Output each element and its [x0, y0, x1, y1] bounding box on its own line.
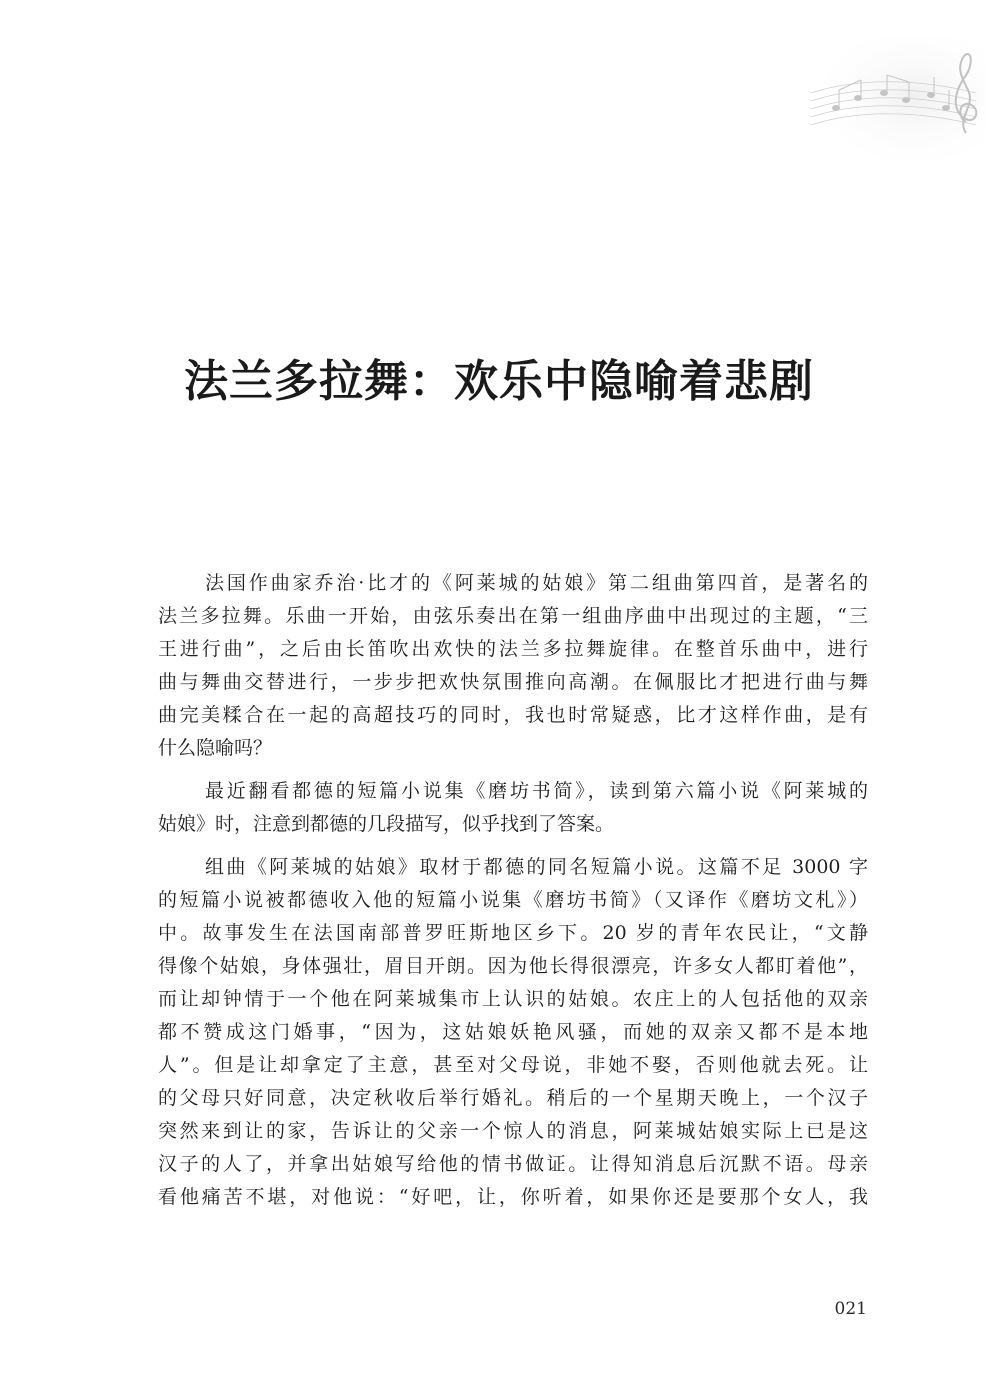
text-line: 汉子的人了，并拿出姑娘写给他的情书做证。让得知消息后沉默不语。母亲 — [158, 1153, 868, 1175]
paragraph — [158, 775, 868, 841]
paragraph — [158, 851, 868, 1214]
text-line: 什么隐喻吗？ — [158, 737, 273, 759]
text-line: 得像个姑娘，身体强壮，眉目开朗。因为他长得很漂亮，许多女人都盯着他”， — [158, 955, 868, 977]
chapter-title: 法兰多拉舞：欢乐中隐喻着悲剧 — [184, 356, 814, 407]
text-line: 人”。但是让却拿定了主意，甚至对父母说，非她不娶，否则他就去死。让 — [158, 1054, 868, 1076]
text-line: 组曲《阿莱城的姑娘》取材于都德的同名短篇小说。这篇不足 3000 字 — [205, 856, 868, 878]
text-line: 法国作曲家乔治·比才的《阿莱城的姑娘》第二组曲第四首，是著名的 — [205, 572, 868, 594]
text-line: 曲与舞曲交替进行，一步步把欢快氛围推向高潮。在佩服比才把进行曲与舞 — [158, 671, 868, 693]
text-line: 而让却钟情于一个他在阿莱城集市上认识的姑娘。农庄上的人包括他的双亲 — [158, 988, 868, 1010]
text-line: 姑娘》时，注意到都德的几段描写，似乎找到了答案。 — [158, 813, 615, 835]
text-line: 的短篇小说被都德收入他的短篇小说集《磨坊书简》（又译作《磨坊文札》） — [158, 889, 868, 911]
body-text — [158, 567, 868, 1214]
text-line: 曲完美糅合在一起的高超技巧的同时，我也时常疑惑，比才这样作曲，是有 — [158, 704, 868, 726]
text-line: 都不赞成这门婚事，“因为，这姑娘妖艳风骚，而她的双亲又都不是本地 — [158, 1021, 868, 1043]
text-line: 的父母只好同意，决定秋收后举行婚礼。稍后的一个星期天晚上，一个汉子 — [158, 1087, 868, 1109]
text-line: 突然来到让的家，告诉让的父亲一个惊人的消息，阿莱城姑娘实际上已是这 — [158, 1120, 868, 1142]
text-line: 看他痛苦不堪，对他说：“好吧，让，你听着，如果你还是要那个女人，我 — [158, 1186, 868, 1208]
text-line: 中。故事发生在法国南部普罗旺斯地区乡下。20 岁的青年农民让，“文静 — [158, 922, 868, 944]
text-line: 最近翻看都德的短篇小说集《磨坊书简》，读到第六篇小说《阿莱城的 — [205, 780, 868, 802]
text-line: 法兰多拉舞。乐曲一开始，由弦乐奏出在第一组曲序曲中出现过的主题，“三 — [158, 605, 868, 627]
page-number: 021 — [834, 1299, 867, 1319]
music-staff-ornament-icon — [806, 38, 986, 168]
text-line: 王进行曲”，之后由长笛吹出欢快的法兰多拉舞旋律。在整首乐曲中，进行 — [158, 638, 868, 660]
paragraph — [158, 567, 868, 765]
